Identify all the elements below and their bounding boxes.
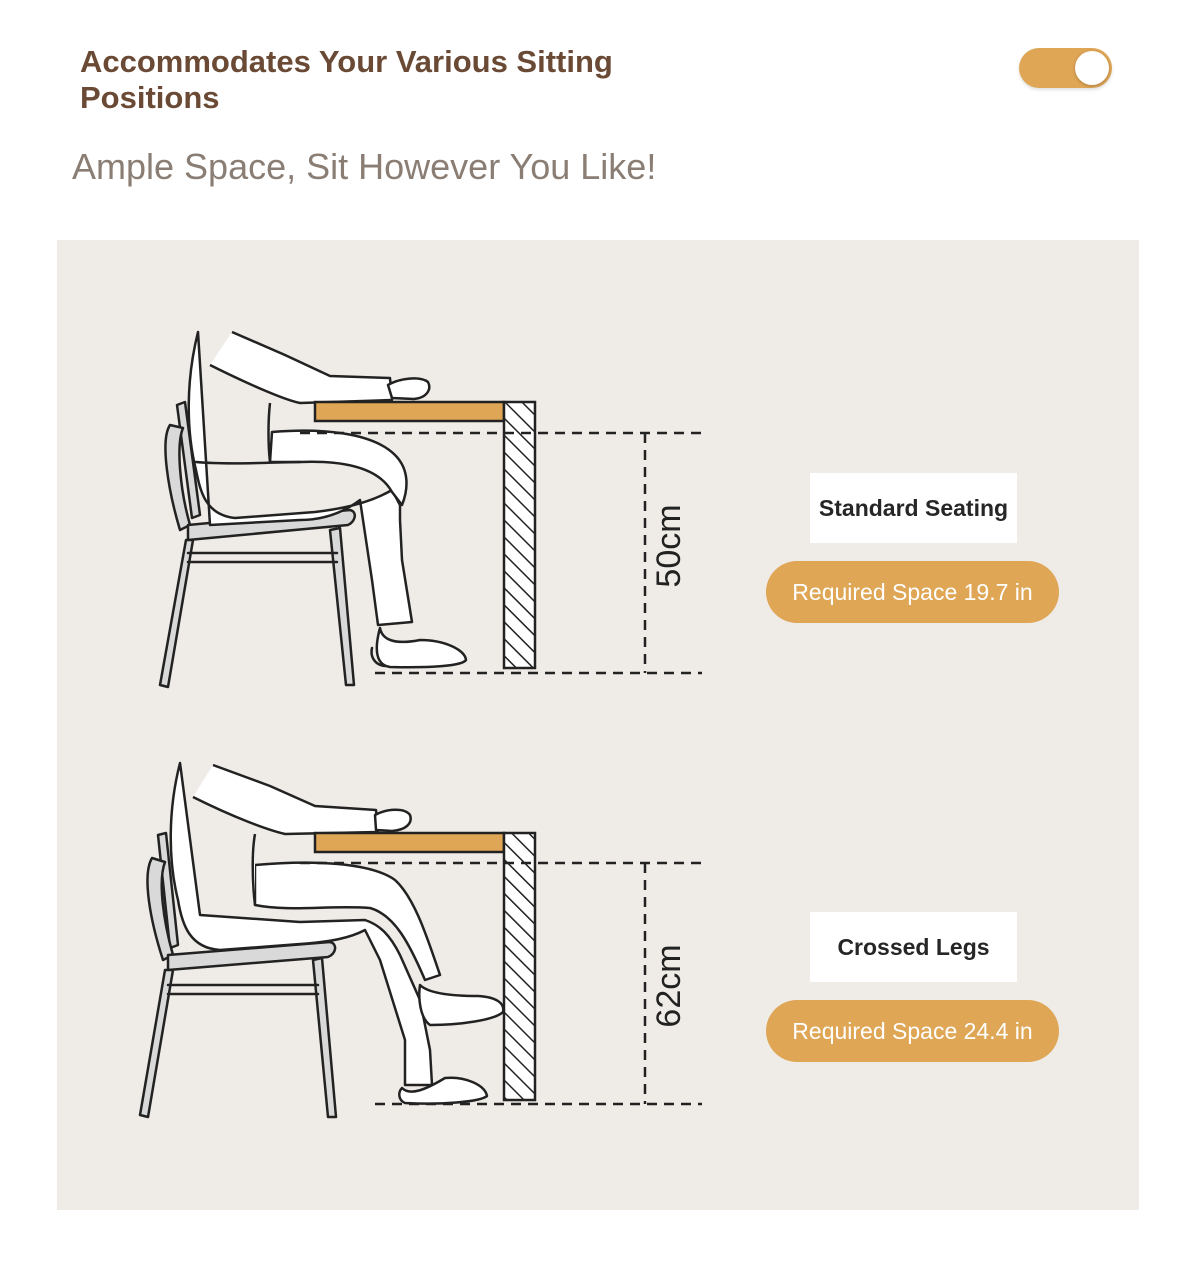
illustration-panel	[57, 240, 1139, 1210]
required-space-badge-crossed: Required Space 24.4 in	[766, 1000, 1059, 1062]
height-label-standard: 50cm	[650, 504, 688, 588]
page-title: Accommodates Your Various Sitting Positions	[80, 44, 613, 115]
tabletop	[315, 402, 504, 421]
position-label-standard: Standard Seating	[810, 473, 1017, 543]
tabletop	[315, 833, 504, 852]
page-subtitle: Ample Space, Sit However You Like!	[72, 146, 657, 187]
table-leg	[504, 833, 535, 1100]
required-space-badge-standard: Required Space 19.7 in	[766, 561, 1059, 623]
table-leg	[504, 402, 535, 668]
position-label-crossed: Crossed Legs	[810, 912, 1017, 982]
height-label-crossed: 62cm	[650, 944, 688, 1028]
